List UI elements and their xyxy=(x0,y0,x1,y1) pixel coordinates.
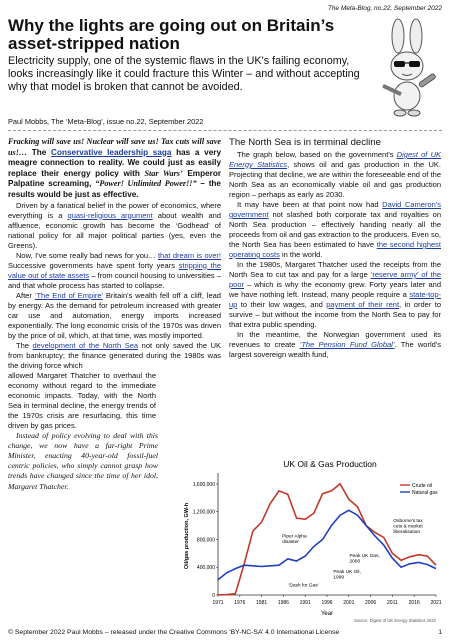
legend-entry: Natural gas xyxy=(412,490,438,496)
license-text: © September 2022 Paul Mobbs – released under the Creative Commons ‘BY-NC-SA’ 4.0 International License xyxy=(8,629,340,636)
paragraph: The development of the North Sea not only saved the UK from bankruptcy; the finance generated during the 1980s was the driving force which xyxy=(8,340,221,370)
lead-quote: Fracking will save us! Nuclear will save us! Tax cuts will save us!… xyxy=(8,137,221,157)
page-number: 1 xyxy=(438,629,442,636)
divider xyxy=(8,130,442,131)
energy-statistics-link[interactable]: Digest of UK Energy Statistics xyxy=(229,150,441,169)
chart-title: UK Oil & Gas Production xyxy=(283,459,377,469)
operating-costs-link[interactable]: the second highest operating costs xyxy=(229,240,442,259)
paragraph: It may have been at that point now had David Cameron's government not slashed both corporate tax and royalties on North Sea production – effectively handing nearly all the proceeds from oil and gas extraction to the producers. Even so, the North Sea has been estimated to have the second highest operating costs in the world. xyxy=(229,200,442,259)
paragraph: In the meantime, the Norwegian government used its revenues to create ‘The Pension Fund Global’. The world's largest sovereign wealth fund, xyxy=(229,330,441,359)
closing-paragraph: Instead of policy evolving to deal with this change, we now have a far-right Prime Minister, enacting 40-year-old fossil-fuel centric policies, who simply cannot grasp how trends have changed since the time of her idol, Margaret Thatcher. xyxy=(8,430,158,491)
x-tick-label: 1991 xyxy=(299,600,311,606)
paragraph: Now, I've some really bad news for you… that dream is over! Successive governments have spent forty years stripping the value out of state assets – from council housing to universities – and that whole process has started to collapse. xyxy=(8,250,222,290)
byline: Paul Mobbs, The ‘Meta-Blog’, issue no.22, September 2022 xyxy=(8,117,204,126)
series-line-crude-oil xyxy=(218,484,436,595)
cameron-government-link[interactable]: David Cameron's government xyxy=(229,200,441,219)
chart-annotation: 'Dash for Gas' xyxy=(288,583,319,589)
stripping-value-link[interactable]: stripping the value out of state assets xyxy=(8,260,222,280)
paragraph: allowed Margaret Thatcher to overhaul the economy without regard to the immediate economic impacts. Today, with the North Sea in terminal decline, the energy trends of the 1970s crisis are resurfacing, this time driven by gas prices. xyxy=(8,370,156,430)
legend-entry: Crude oil xyxy=(412,483,433,489)
x-tick-label: 1986 xyxy=(277,600,289,606)
section-title: The North Sea is in terminal decline xyxy=(229,137,381,148)
y-axis-label: Oil/gas production, GW-h xyxy=(184,502,190,570)
y-tick-label: 0 xyxy=(212,593,215,599)
paragraph: After ‘The End of Empire’ Britain's wealth fell off a cliff, lead by energy. As the demand for petroleum increased with greater car use and automation, energy imports increased exponentially. The long economic crisis of the 1970s was driven by the price of oil, which, at that time, was mostly imported. xyxy=(8,290,221,340)
y-tick-label: 1,200,000 xyxy=(192,509,215,516)
x-tick-label: 2021 xyxy=(430,600,442,606)
article-subtitle: Electricity supply, one of the systemic flaws in the UK's failing economy, looks increasingly like it could fracture this Winter – and without accepting why that model is broken that cannot be avoided. xyxy=(8,55,360,94)
footer xyxy=(8,629,442,636)
quasi-religious-link[interactable]: quasi-religious argument xyxy=(67,210,153,220)
y-tick-label: 800,000 xyxy=(196,537,215,544)
lead-text: Emperor Palpatine screaming, xyxy=(8,168,222,189)
lead-italic: Star Wars’ xyxy=(144,168,183,178)
lead-italic: “Power! Unlimited Power!!” xyxy=(95,179,197,189)
right-column xyxy=(229,137,441,360)
paragraph: The graph below, based on the government's Digest of UK Energy Statistics, shows oil and gas production in the UK. Projecting that decline, we are within the foreseeable end of the North Sea as an economically viable oil and gas production region – perhaps as early as 2030. xyxy=(229,150,441,199)
chart-annotation: Piper Alpha disaster xyxy=(282,534,307,545)
x-tick-label: 2016 xyxy=(408,600,420,606)
reserve-army-link[interactable]: ‘reserve army’ of the poor xyxy=(229,270,441,289)
x-tick-label: 2011 xyxy=(387,600,398,606)
y-tick-label: 400,000 xyxy=(196,565,215,572)
dream-is-over-link[interactable]: that dream is over! xyxy=(157,250,221,260)
running-header: The Meta-Blog, no.22, September 2022 xyxy=(327,5,442,12)
lead-text: has a very meagre connection to reality. We could just as easily replace their energy policy with xyxy=(8,147,221,178)
rabbit-mascot-icon xyxy=(372,18,442,118)
conservative-leadership-link[interactable]: Conservative leadership saga xyxy=(51,147,172,157)
x-tick-label: 2006 xyxy=(365,600,377,606)
lead-paragraph xyxy=(8,137,221,201)
x-tick-label: 1971 xyxy=(212,600,224,606)
left-column xyxy=(8,137,221,492)
x-axis-label: Year xyxy=(320,611,334,617)
north-sea-development-link[interactable]: development of the North Sea xyxy=(32,340,139,350)
lead-text: The xyxy=(27,147,52,157)
x-tick-label: 1976 xyxy=(234,600,246,606)
chart-annotation: Peak UK Gas, 2000 xyxy=(349,553,380,565)
paragraph: In the 1980s, Margaret Thatcher used the receipts from the North Sea to cut tax and pay for a large ‘reserve army’ of the poor – which is why the economy grew. Forty years later and we have nothing left. Instead, many people require a state-top-up to their low wages, and payment of their rent, in order to survive – but without the income from the North Sea to pay for that extra public spending. xyxy=(229,260,441,329)
x-tick-label: 2001 xyxy=(343,600,355,606)
chart-annotation: Osborne's tax cuts & market liberalisation xyxy=(393,519,423,536)
pension-fund-link[interactable]: ‘The Pension Fund Global’ xyxy=(299,340,395,349)
paragraph: Driven by a fanatical belief in the power of economics, where everything is a quasi-religious argument about wealth and affluence, economic growth has become the ‘Godhead’ of national policy for all major political parties (yes, even the Greens). xyxy=(8,200,221,250)
x-tick-label: 1981 xyxy=(256,600,268,606)
oil-gas-production-chart xyxy=(172,455,444,625)
y-tick-label: 1,600,000 xyxy=(192,481,215,488)
payment-of-rent-link[interactable]: payment of their rent xyxy=(326,300,400,309)
x-tick-label: 1996 xyxy=(321,600,333,606)
chart-annotation: Peak UK Oil, 1999 xyxy=(333,569,361,581)
lead-text: – the results would be just as effective. xyxy=(8,179,221,199)
chart-source: Source: Digest of UK Energy Statistics 2022 xyxy=(354,618,436,623)
state-top-up-link[interactable]: state-top-up xyxy=(229,290,441,309)
end-of-empire-link[interactable]: ‘The End of Empire’ xyxy=(34,290,103,300)
article-title: Why the lights are going out on Britain’s asset-stripped nation xyxy=(8,16,335,53)
